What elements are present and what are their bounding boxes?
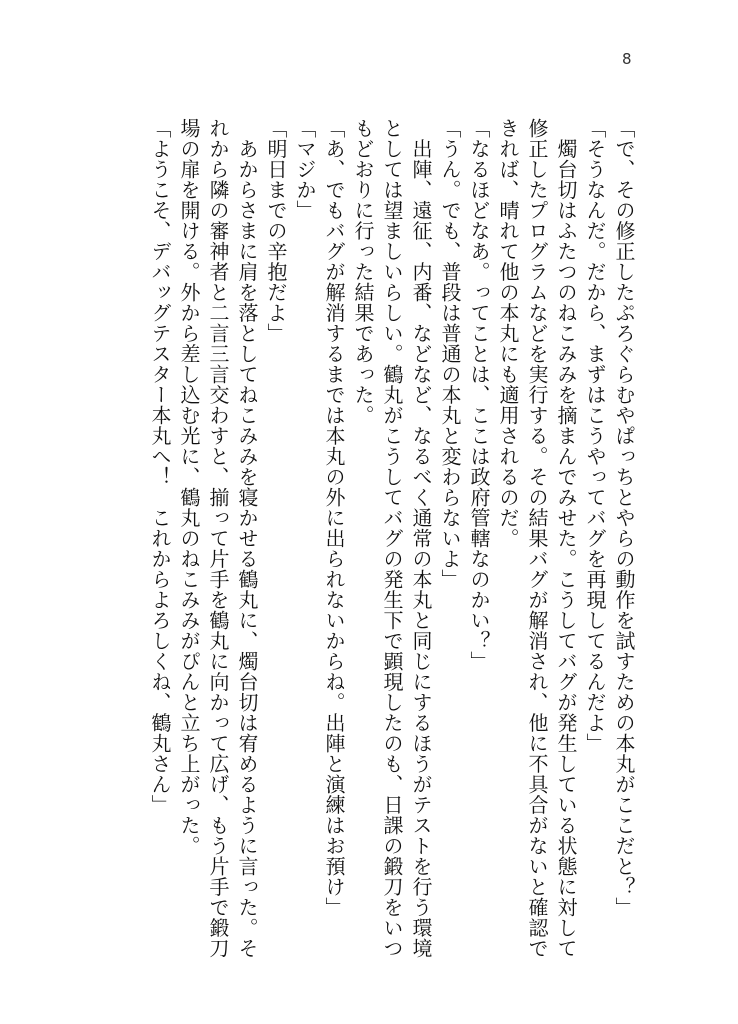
text-line: れから隣の審神者と二言三言交わすと、揃って片手を鶴丸に向かって広げ、もう片手で鍛刀	[206, 118, 230, 959]
text-line: 場の扉を開ける。外から差し込む光に、鶴丸のねこみみがぴんと立ち上がった。	[177, 118, 201, 856]
text-line: 「で、その修正したぷろぐらむやぱっちとやらの動作を試すための本丸がここだと？」	[612, 118, 636, 918]
text-line: 出陣、遠征、内番、などなど、なるべく通常の本丸と同じにするほうがテストを行う環境	[409, 118, 433, 959]
text-line: 「なるほどなあ。ってことは、ここは政府管轄なのかい？」	[467, 118, 491, 672]
text-line: あからさまに肩を落としてねこみみを寝かせる鶴丸に、燭台切は宥めるように言った。そ	[235, 118, 259, 959]
text-line: 「あ、でもバグが解消するまでは本丸の外に出られないからね。出陣と演練はお預け」	[322, 118, 346, 918]
body-text	[145, 118, 638, 959]
text-line: 「ようこそ、デバッグテスター本丸へ！ これからよろしくね、鶴丸さん」	[148, 118, 172, 815]
text-line: きれば、晴れて他の本丸にも適用されるのだ。	[496, 118, 520, 549]
text-line: 「マジか」	[293, 118, 317, 221]
text-line: としては望ましいらしい。鶴丸がこうしてバグの発生下で顕現したのも、日課の鍛刀をいつ	[380, 118, 404, 959]
text-line: 修正したプログラムなどを実行する。その結果バグが解消され、他に不具合がないと確認で	[525, 118, 549, 959]
text-line: 燭台切はふたつのねこみみを摘まんでみせた。こうしてバグが発生している状態に対して	[554, 118, 578, 959]
text-line: もどおりに行った結果であった。	[351, 118, 375, 426]
text-line: 「そうなんだ。だから、まずはこうやってバグを再現してるんだよ」	[583, 118, 607, 754]
text-line: 「うん。でも、普段は普通の本丸と変わらないよ」	[438, 118, 462, 590]
page-number: 8	[622, 50, 632, 68]
text-line: 「明日までの辛抱だよ」	[264, 118, 288, 344]
